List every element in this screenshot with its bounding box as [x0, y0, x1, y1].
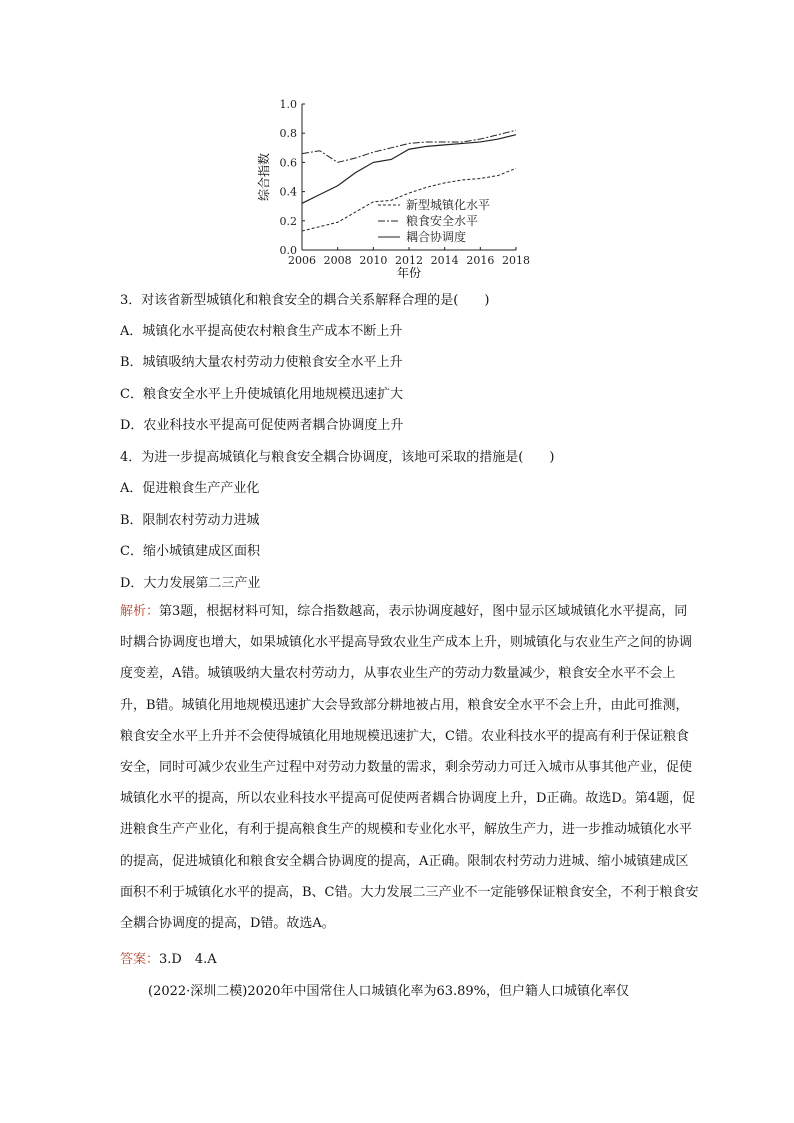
- y-tick-label: 0.6: [279, 156, 297, 170]
- answer-line: [120, 948, 217, 967]
- next-question-intro: (2022·深圳二模)2020年中国常住人口城镇化率为63.89%，但户籍人口城镇化率仅: [148, 984, 630, 999]
- question-3-option-c: C．粮食安全水平上升使城镇化用地规模迅速扩大: [120, 387, 403, 402]
- x-tick-label: 2010: [359, 254, 388, 267]
- answer-text: 3.D 4.A: [159, 952, 217, 967]
- question-3-stem: 3．对该省新型城镇化和粮食安全的耦合关系解释合理的是( ): [120, 293, 490, 308]
- series-line-2: [302, 130, 516, 162]
- y-axis-label: 综合指数: [257, 152, 271, 202]
- y-tick-label: 1.0: [279, 98, 297, 111]
- y-tick-label: 0.0: [279, 244, 297, 257]
- question-3-option-a: A．城镇化水平提高使农村粮食生产成本不断上升: [120, 324, 403, 339]
- question-4-option-d: D．大力发展第二三产业: [120, 576, 261, 591]
- analysis-text: 第3题，根据材料可知，综合指数越高，表示协调度越好，图中显示区域城镇化水平提高，同时耦合协调度也增大，如果城镇化水平提高导致农业生产成本上升，则城镇化与农业生产之间的协调度变差，A错。城镇吸纳大量农村劳动力，从事农业生产的劳动力数量减少，粮食安全水平不会上升，B错。城镇化用地规模迅速扩大会导致部分耕地被占用，粮食安全水平不会上升，由此可推测，粮食安全水平上升并不会使得城镇化用地规模迅速扩大，C错。农业科技水平的提高有利于保证粮食安全，同时可减少农业生产过程中对劳动力数量的需求，剩余劳动力可迁入城市从事其他产业，促使城镇化水平的提高，所以农业科技水平提高可促使两者耦合协调度上升，D正确。故选D。第4题，促进粮食生产产业化，有利于提高粮食生产的规模和专业化水平，解放生产力，进一步推动城镇化水平的提高，促进城镇化和粮食安全耦合协调度的提高，A正确。限制农村劳动力进城、缩小城镇建成区面积不利于城镇化水平的提高，B、C错。大力发展二三产业不一定能够保证粮食安全，不利于粮食安全耦合协调度的提高，D错。故选A。: [120, 604, 699, 932]
- legend-label-1: 新型城镇化水平: [406, 198, 491, 212]
- line-chart: [250, 90, 550, 285]
- answer-label: 答案：: [120, 952, 160, 967]
- question-4-option-b: B．限制农村劳动力进城: [120, 513, 260, 528]
- x-axis-label: 年份: [396, 266, 422, 280]
- chart-ticks: [280, 98, 531, 267]
- x-tick-label: 2018: [502, 254, 530, 267]
- analysis-label: 解析：: [120, 604, 160, 619]
- y-tick-label: 0.8: [279, 127, 297, 141]
- y-tick-label: 0.2: [279, 214, 297, 228]
- x-tick-label: 2016: [466, 254, 495, 267]
- question-4-option-a: A．促进粮食生产产业化: [120, 481, 260, 496]
- y-tick-label: 0.4: [279, 185, 297, 199]
- question-4-stem: 4．为进一步提高城镇化与粮食安全耦合协调度，该地可采取的措施是( ): [120, 450, 555, 465]
- question-4-option-c: C．缩小城镇建成区面积: [120, 544, 260, 559]
- analysis-paragraph: [120, 596, 700, 939]
- x-tick-label: 2006: [288, 254, 316, 267]
- chart-legend: [378, 197, 490, 244]
- x-tick-label: 2014: [430, 254, 459, 267]
- legend-label-3: 耦合协调度: [406, 230, 467, 244]
- question-3-option-b: B．城镇吸纳大量农村劳动力使粮食安全水平上升: [120, 355, 403, 370]
- question-3-option-d: D．农业科技水平提高可促使两者耦合协调度上升: [120, 418, 404, 433]
- legend-label-2: 粮食安全水平: [406, 214, 479, 228]
- chart-axes: [302, 104, 516, 250]
- x-tick-label: 2008: [323, 254, 352, 267]
- x-tick-label: 2012: [395, 254, 423, 267]
